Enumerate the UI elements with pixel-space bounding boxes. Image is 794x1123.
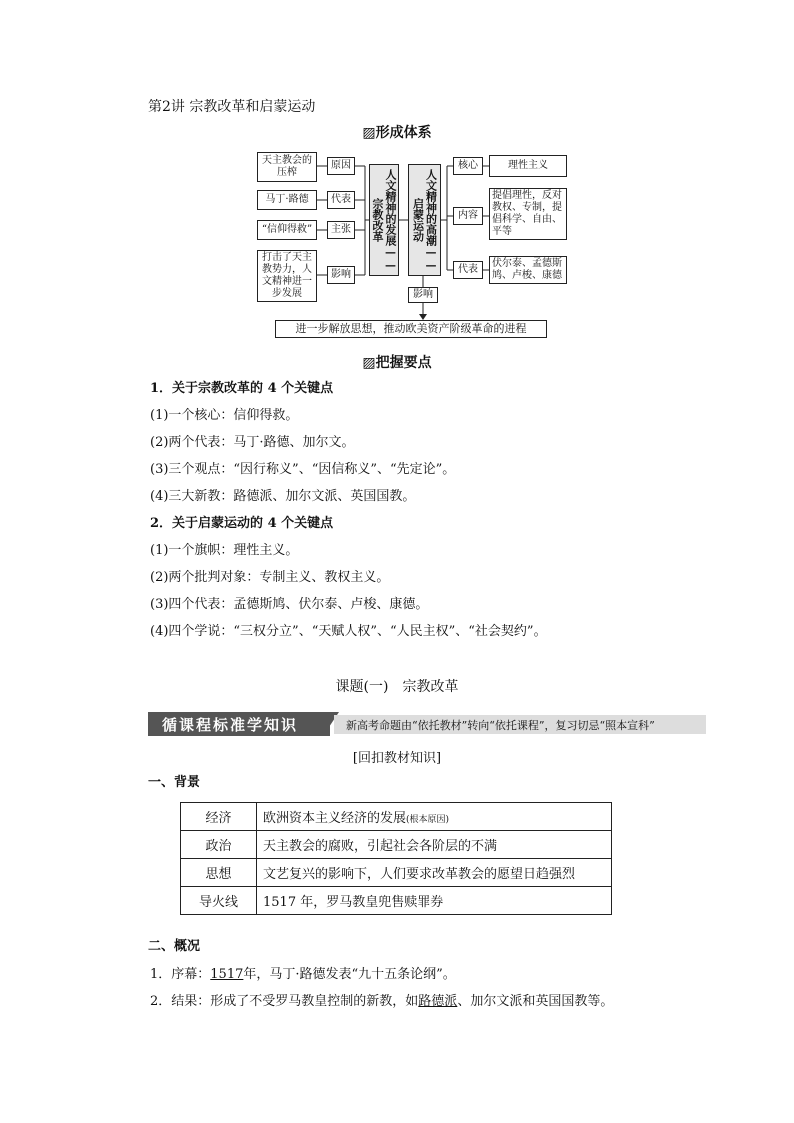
table-value: 天主教会的腐败，引起社会各阶层的不满 — [257, 831, 612, 859]
recall-heading: [回扣教材知识] — [352, 751, 442, 766]
diagram-tag-cause: 原因 — [327, 157, 355, 175]
section1-item: (2)两个代表：马丁·路德、加尔文。 — [150, 435, 355, 450]
section2-item: (1)一个旗帜：理性主义。 — [150, 543, 299, 558]
diagram-tag-content: 内容 — [453, 207, 483, 225]
background-table — [180, 802, 612, 915]
diagram-tag-representatives: 代表 — [453, 261, 483, 279]
diagram-tag-bottom-impact: 影响 — [408, 287, 438, 303]
diagram-box-impact: 打击了天主教势力，人文精神进一步发展 — [257, 250, 317, 302]
section2-title: 2．关于启蒙运动的 4 个关键点 — [150, 516, 334, 531]
diagram-box-representative: 马丁·路德 — [257, 190, 317, 210]
diagram-center-reformation: 人文精神的发展——宗教改革 — [369, 164, 399, 276]
overview-heading: 二、概况 — [148, 939, 201, 954]
diagram-tag-claim: 主张 — [327, 221, 355, 239]
concept-diagram — [255, 150, 575, 340]
key-points-heading: ▨把握要点 — [362, 355, 432, 371]
diagram-box-outcome: 进一步解放思想，推动欧美资产阶级革命的进程 — [275, 320, 547, 338]
diagram-box-thinkers: 伏尔泰、孟德斯鸠、卢梭、康德 — [489, 256, 567, 284]
table-key: 经济 — [181, 803, 257, 831]
section1-item: (3)三个观点：“因行称义”、“因信称义”、“先定论”。 — [150, 462, 456, 477]
background-heading: 一、背景 — [148, 775, 201, 790]
table-value: 文艺复兴的影响下，人们要求改革教会的愿望日趋强烈 — [257, 859, 612, 887]
diagram-box-cause: 天主教会的压榨 — [257, 152, 317, 182]
diagram-box-content: 提倡理性，反对教权、专制，提倡科学、自由、平等 — [489, 188, 567, 240]
lecture-title: 第2讲 宗教改革和启蒙运动 — [148, 99, 316, 115]
overview-result: 2．结果：形成了不受罗马教皇控制的新教，如路德派、加尔文派和英国国教等。 — [150, 994, 614, 1009]
diagram-tag-core: 核心 — [453, 157, 483, 175]
table-row — [181, 859, 612, 887]
diagram-box-claim: “信仰得救” — [257, 220, 317, 240]
table-value: 1517 年，罗马教皇兜售赎罪券 — [257, 887, 612, 915]
table-key: 导火线 — [181, 887, 257, 915]
table-row — [181, 887, 612, 915]
section1-title: 1．关于宗教改革的 4 个关键点 — [150, 381, 334, 396]
table-key: 政治 — [181, 831, 257, 859]
table-row — [181, 803, 612, 831]
section2-item: (3)四个代表：孟德斯鸠、伏尔泰、卢梭、康德。 — [150, 597, 429, 612]
banner-note: 新高考命题由“依托教材”转向“依托课程”，复习切忌“照本宣科” — [334, 715, 706, 734]
table-key: 思想 — [181, 859, 257, 887]
topic-title: 课题(一) 宗教改革 — [335, 679, 459, 695]
diagram-center-enlightenment: 人文精神的高潮——启蒙运动 — [408, 164, 441, 276]
table-value: 欧洲资本主义经济的发展(根本原因) — [257, 803, 612, 831]
section2-item: (4)四个学说：“三权分立”、“天赋人权”、“人民主权”、“社会契约”。 — [150, 624, 547, 639]
section1-item: (1)一个核心：信仰得救。 — [150, 408, 299, 423]
overview-prelude: 1．序幕：1517年，马丁·路德发表“九十五条论纲”。 — [150, 967, 456, 982]
table-row — [181, 831, 612, 859]
diagram-tag-representative: 代表 — [327, 191, 355, 209]
section2-item: (2)两个批判对象：专制主义、教权主义。 — [150, 570, 390, 585]
section1-item: (4)三大新教：路德派、加尔文派、英国国教。 — [150, 489, 416, 504]
diagram-tag-impact: 影响 — [327, 266, 355, 284]
diagram-box-core: 理性主义 — [489, 155, 567, 177]
banner-label: 循课程标准学知识 — [148, 712, 330, 736]
system-heading: ▨形成体系 — [362, 125, 432, 141]
